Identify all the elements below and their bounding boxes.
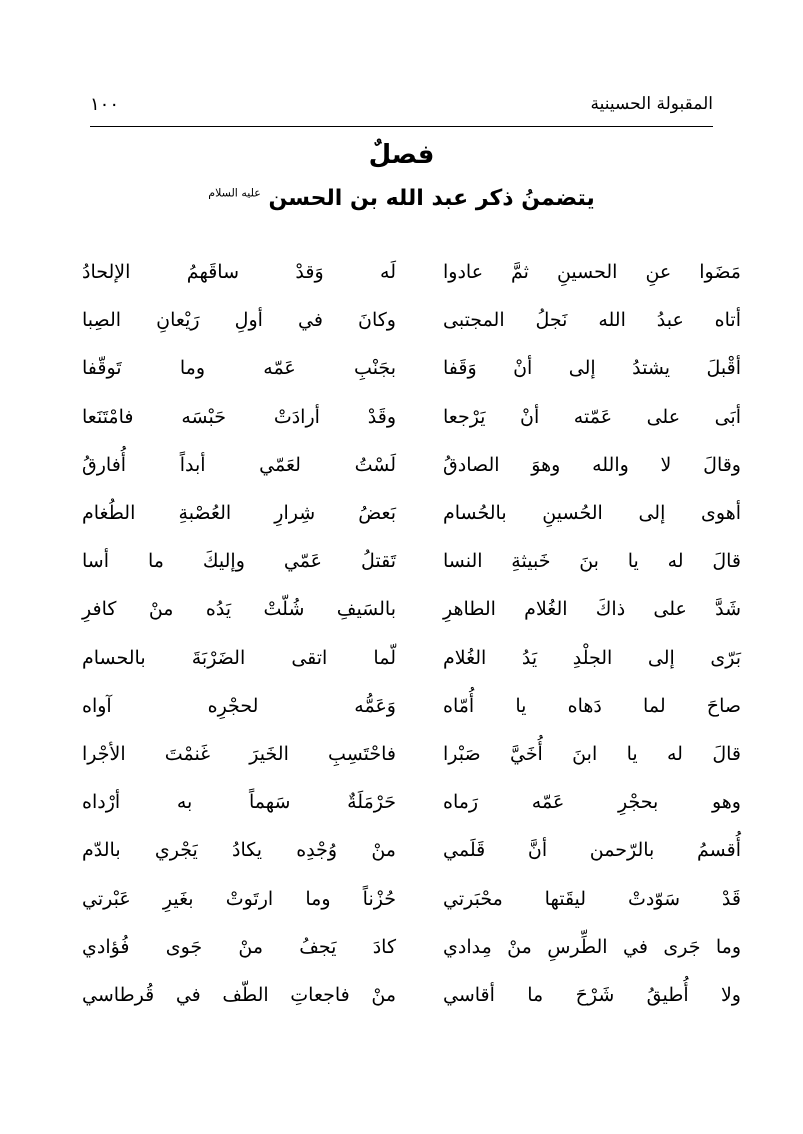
verse (82, 682, 741, 730)
page-number: ١٠٠ (90, 94, 120, 115)
verse (82, 344, 741, 392)
verse (82, 537, 741, 585)
verse-second-hemistich: تَقتلُ عَمّي وإليكَ ما أسا (82, 550, 396, 573)
verse (82, 585, 741, 633)
verse (82, 923, 741, 971)
running-title: المقبولة الحسينية (590, 94, 713, 114)
verse-first-hemistich: قَدْ سَوّدتْ ليقَتها محْبَرتي (443, 887, 741, 910)
section-title: فصلٌ (368, 140, 435, 170)
verse (82, 874, 741, 922)
verse (82, 971, 741, 1019)
verse-first-hemistich: قالَ له يا بنَ خَبيثةِ النسا (443, 550, 741, 573)
verse-second-hemistich: وَعَمُّه لحجْرِه آواه (82, 694, 396, 717)
verse-second-hemistich: لَه وَقدْ ساقَهمُ الإلحادُ (82, 261, 396, 284)
verse (82, 441, 741, 489)
verse-second-hemistich: لَسْتُ لعَمّي أبداً أُفارقُ (82, 453, 396, 476)
verse-second-hemistich: بالسَيفِ شُلّتْ يَدُه منْ كافرِ (82, 598, 396, 621)
verse-second-hemistich: منْ فاجعاتِ الطّف في قُرطاسي (82, 983, 396, 1006)
verse-first-hemistich: أقْبلَ يشتدُ إلى أنْ وَقَفا (443, 357, 741, 380)
verse-first-hemistich: أُقسمُ بالرّحمن أنَّ قَلَمي (443, 839, 741, 862)
verse-first-hemistich: بَرّى إلى الجلْدِ يَدُ الغُلام (443, 646, 741, 669)
verse-first-hemistich: وما جَرى في الطِّرسِ منْ مِدادي (443, 935, 741, 958)
subtitle (0, 186, 803, 211)
verse (82, 826, 741, 874)
verse (82, 393, 741, 441)
verse-first-hemistich: قالَ له يا ابنَ أُخَيَّ صَبْرا (443, 742, 741, 765)
verse-second-hemistich: وكانَ في أولِ رَيْعانِ الصِبا (82, 309, 396, 332)
verse (82, 778, 741, 826)
verse-first-hemistich: صاحَ لما دَهاه يا أُمّاه (443, 694, 741, 717)
verse-first-hemistich: أهوى إلى الحُسينِ بالحُسام (443, 502, 741, 525)
verse-second-hemistich: لّما اتقى الضَرْبَةَ بالحسام (82, 646, 396, 669)
verse-second-hemistich: حَرْمَلَةٌ سَهماً به أرْداه (82, 791, 396, 814)
subtitle-text: يتضمنُ ذكر عبد الله بن الحسن (268, 186, 595, 211)
page-header (90, 92, 713, 127)
verse-second-hemistich: فاحْتَسِبِ الخَيرَ غَنمْتَ الأجْرا (82, 742, 396, 765)
verse (82, 634, 741, 682)
verse-first-hemistich: وقالَ لا والله وهوَ الصادقُ (443, 453, 741, 476)
honorific-symbol: عليه السلام (208, 186, 261, 200)
verse-first-hemistich: أتاه عبدُ الله نَجلُ المجتبى (443, 309, 741, 332)
verse-first-hemistich: أبَى على عَمّته أنْ يَرْجعا (443, 405, 741, 428)
verse-second-hemistich: حُزْناً وما ارتَوتْ بغَيرِ عَبْرتي (82, 887, 396, 910)
verse-second-hemistich: بجَنْبِ عَمّه وما تَوقّفا (82, 357, 396, 380)
verse (82, 296, 741, 344)
verse-second-hemistich: وقَدْ أرادَتْ حَبْسَه فامْتَنَعا (82, 405, 396, 428)
verse-first-hemistich: ولا أُطيقُ شَرْحَ ما أقاسي (443, 983, 741, 1006)
verse-first-hemistich: مَضَوا عنِ الحسينِ ثمَّ عادوا (443, 261, 741, 284)
verse-second-hemistich: كادَ يَجفُ منْ جَوى فُؤادي (82, 935, 396, 958)
verse-second-hemistich: بَعضُ شِرارِ العُصْبةِ الطُغام (82, 502, 396, 525)
verse-first-hemistich: شَدَّ على ذاكَ الغُلام الطاهرِ (443, 598, 741, 621)
verse (82, 248, 741, 296)
poem (82, 248, 741, 1019)
verse (82, 730, 741, 778)
verse-second-hemistich: منْ وُجْدِه يكادُ يَجْري بالدّم (82, 839, 396, 862)
verse-first-hemistich: وهو بحجْرِ عَمّه رَماه (443, 791, 741, 814)
verse (82, 489, 741, 537)
